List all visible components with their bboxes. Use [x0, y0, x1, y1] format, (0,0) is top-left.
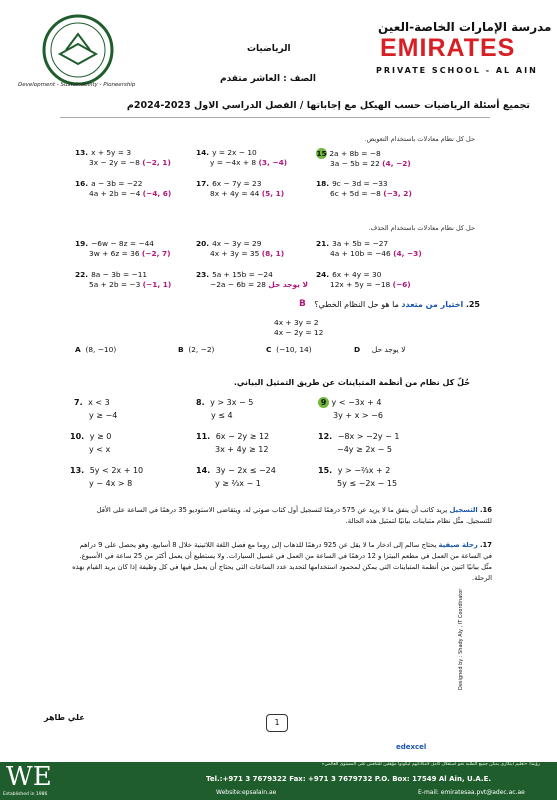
- grade: الصف : العاشر متقدم: [220, 74, 316, 84]
- section-1-instruction: حل كل نظام معادلات باستخدام التعويض.: [364, 135, 475, 143]
- page-number: 1: [274, 718, 280, 727]
- equation-item: 13. x + 5y = 3 3x − 2y = −8 (−2, 1): [75, 148, 171, 167]
- school-crest: [28, 10, 128, 88]
- q17-text: يحتاج سالم إلى ادخار ما لا يقل عن 925 درهمًا للذهاب إلى روما مع فصل اللغة اللاتينية خلال 8 أسابيع. وهو يحصل على 9 دراهم في الساعة من العمل في مطعم البيتزا و 12 درهمًا في الساعة من العمل في غسيل السيارات. ولا يستطيع أن يعمل أكثر من 25 ساعة في الأسبوع. مثّل بيانيًا اثنين من أنظمة المتباينات التي يمكن لمحمود استخدامها لتحديد عدد الساعات التي يحتاج أن يعمل فيها في كل وظيفة إذا كان يريد القيام بهذه الرحلة.: [72, 541, 492, 582]
- footer-logo: WE: [6, 762, 52, 792]
- q25-answer-letter: B: [299, 299, 306, 309]
- question-17: [72, 540, 492, 584]
- inequality-item: 12. −8x > −2y − 1 −4y ≥ 2x − 5: [318, 432, 400, 454]
- section-3-instruction: حُلّ كل نظام من أنظمة المتباينات عن طريق التمثيل البياني.: [233, 378, 470, 387]
- page-title: تجميع أسئلة الرياضيات حسب الهيكل مع إجاباتها / الفصل الدراسي الاول 2023-2024م: [126, 100, 530, 111]
- established: Established in 1986: [3, 792, 48, 797]
- designer-credit: Designed by : Shady Aly , IT Coordinator: [458, 588, 464, 690]
- highlight-circle: 9: [318, 397, 329, 408]
- inequality-item: 11. 6x − 2y ≥ 12 3x + 4y ≥ 12: [196, 432, 270, 454]
- school-name-arabic: مدرسة الإمارات الخاصة-العين: [378, 20, 552, 34]
- equation-item: 20. 4x − 3y = 29 4x + 3y = 35 (8, 1): [196, 239, 285, 258]
- partner-logo: edexcel: [396, 743, 427, 751]
- q25-number: 25.: [465, 300, 480, 309]
- q17-key: رحلة صيفية: [438, 541, 478, 549]
- divider: [60, 117, 490, 118]
- equation-item: 23. 5a + 15b = −24 −2a − 6b = 28 لا يوجد حل: [196, 270, 308, 289]
- equation-item: 22. 8a − 3b = −11 5a + 2b = −3 (−1, 1): [75, 270, 172, 289]
- q16-key: التسجيل: [449, 506, 478, 514]
- question-25: [290, 300, 480, 309]
- q16-text: يريد كاتب أن ينفق ما لا يزيد عن 575 درهمًا لتسجيل أول كتاب صوتي له. ويتقاضى الاستوديو 35 درهمًا في الساعة على الأقل للتسجيل. مثّل نظام متباينات بيانيًا لتمثيل هذه الحالة.: [96, 506, 492, 525]
- q25-option: D لا يوجد حل: [354, 345, 406, 354]
- school-name-english: EMIRATES: [380, 34, 516, 62]
- highlight-circle: 15: [316, 149, 327, 158]
- question-16: [72, 505, 492, 527]
- section-2-instruction: حل كل نظام معادلات باستخدام الحذف.: [368, 224, 475, 232]
- q17-number: 17.: [479, 541, 492, 549]
- inequality-item: 14. 3y − 2x ≤ −24 y ≥ ⅔x − 1: [196, 466, 276, 488]
- teacher-name: علي طاهر: [44, 713, 85, 722]
- inequality-item: 8. y > 3x − 5 y ≤ 4: [196, 398, 254, 420]
- inequality-item: 10. y ≥ 0 y < x: [70, 432, 112, 454]
- equation-item: 16. a − 3b = −22 4a + 2b = −4 (−4, 6): [75, 179, 172, 198]
- equation-item: 17. 6x − 7y = 23 8x + 4y = 44 (5, 1): [196, 179, 285, 198]
- inequality-item: 9 y < −3x + 4 3y + x > −6: [318, 396, 383, 422]
- subject: الرياضيات: [247, 44, 291, 54]
- school-motto: Development - Sustainability - Pioneership: [18, 82, 136, 88]
- equation-item: 21. 3a + 5b = −27 4a + 10b = −46 (4, −3): [316, 239, 422, 258]
- footer-website[interactable]: Website:epsalain.ae: [216, 789, 277, 796]
- inequality-item: 7. x < 3 y ≥ −4: [74, 398, 118, 420]
- footer-contact: Tel.:+971 3 7679322 Fax: +971 3 7679732 P.O. Box: 17549 Al Ain, U.A.E.: [206, 775, 492, 783]
- school-name-sub: PRIVATE SCHOOL - AL AIN: [376, 66, 538, 75]
- q25-option: A (8, −10): [75, 345, 117, 354]
- equation-item: 18. 9c − 3d = −33 6c + 5d = −8 (−3, 2): [316, 179, 412, 198]
- equation-item: 14. y = 2x − 10 y = −4x + 8 (3, −4): [196, 148, 288, 167]
- page-number-box: [266, 714, 288, 732]
- inequality-item: 15. y > −⅔x + 2 5y ≤ −2x − 15: [318, 466, 398, 488]
- equation-item: 19. −6w − 8z = −44 3w + 6z = 36 (−2, 7): [75, 239, 171, 258]
- q25-system: 4x + 3y = 2 4x − 2y = 12: [274, 318, 324, 337]
- footer-vision: رؤيتنا: «تعليم ابتكاري يمكّن جميع الطلبة نحو استقلال كامل لامكاناتهم ليكونوا مؤهلين للتنافس على المستوى العالمي»: [321, 762, 540, 767]
- equation-item: 15 2a + 8b = −8 3a − 5b = 22 (4, −2): [316, 149, 411, 168]
- equation-item: 24. 6x + 4y = 30 12x + 5y = −18 (−6): [316, 270, 411, 289]
- inequality-item: 13. 5y < 2x + 10 y − 4x > 8: [70, 466, 144, 488]
- q16-number: 16.: [479, 506, 492, 514]
- q25-option: C (−10, 14): [266, 345, 312, 354]
- q25-label: اختيار من متعدد: [401, 300, 464, 309]
- footer-email[interactable]: E-mail: emiratesaa.pvt@adec.ac.ae: [418, 789, 525, 796]
- q25-question: ما هو حل النظام الخطي؟: [314, 300, 399, 309]
- q25-option: B (2, −2): [178, 345, 215, 354]
